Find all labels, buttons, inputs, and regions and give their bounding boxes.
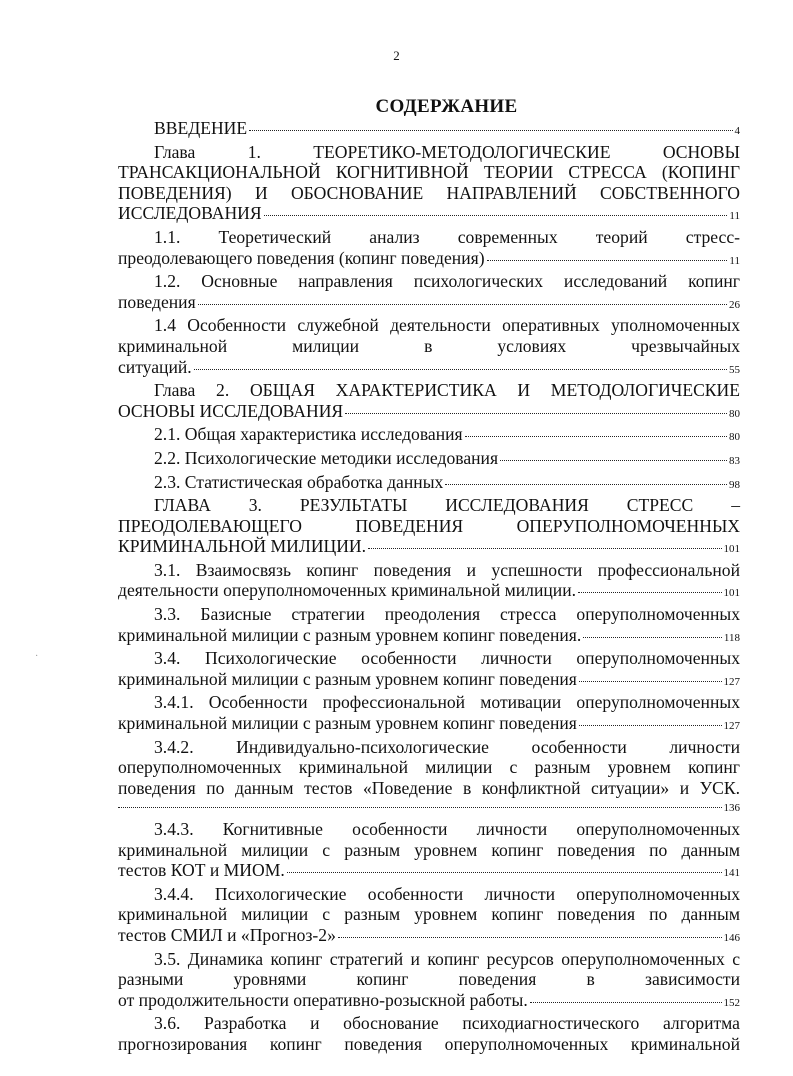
toc-page-number: 118 bbox=[723, 631, 740, 644]
toc-entry-title: криминальной милиции с разным уровнем копинг поведения. bbox=[118, 624, 582, 645]
toc-page-number: 83 bbox=[729, 454, 740, 467]
toc-page-number: 101 bbox=[723, 543, 740, 556]
dot-leader bbox=[579, 725, 722, 726]
toc-entry-title: 2.3. Статистическая обработка данных bbox=[154, 471, 444, 492]
dot-leader bbox=[194, 369, 727, 370]
toc-page-number: 101 bbox=[723, 587, 740, 600]
toc-page-number: 146 bbox=[723, 931, 740, 944]
toc-entry bbox=[118, 1013, 740, 1054]
dot-leader bbox=[338, 937, 722, 938]
dot-leader bbox=[249, 130, 732, 131]
toc-page-number: 80 bbox=[729, 407, 740, 420]
dot-leader bbox=[530, 1002, 722, 1003]
toc-page-number: 11 bbox=[729, 210, 740, 223]
toc-entry-text: 1.1. Теоретический анализ современных теорий стресс- bbox=[154, 226, 740, 247]
table-of-contents bbox=[118, 118, 740, 1055]
toc-entry-title: криминальной милиции с разным уровнем копинг поведения bbox=[118, 668, 577, 689]
toc-entry bbox=[118, 692, 740, 736]
dot-leader bbox=[198, 304, 727, 305]
toc-entry bbox=[118, 495, 740, 560]
toc-entry bbox=[118, 142, 740, 227]
dot-leader bbox=[368, 548, 721, 549]
toc-entry-title: 2.2. Психологические методики исследования bbox=[154, 447, 499, 468]
toc-entry-text: 1.2. Основные направления психологических исследований копинг bbox=[154, 271, 740, 292]
toc-entry bbox=[118, 472, 740, 496]
toc-page-number: 152 bbox=[723, 996, 740, 1009]
dot-leader bbox=[345, 413, 727, 414]
toc-entry bbox=[118, 884, 740, 949]
toc-entry-title: КРИМИНАЛЬНОЙ МИЛИЦИИ. bbox=[118, 536, 367, 557]
toc-entry bbox=[118, 648, 740, 692]
dot-leader bbox=[445, 484, 727, 485]
dot-leader bbox=[465, 436, 727, 437]
toc-entry bbox=[118, 424, 740, 448]
toc-entry-text: ГЛАВА 3. РЕЗУЛЬТАТЫ ИССЛЕДОВАНИЯ СТРЕСС – ПРЕОДОЛЕВАЮЩЕГО ПОВЕДЕНИЯ ОПЕРУПОЛНОМОЧЕННЫХ bbox=[118, 495, 740, 536]
toc-entry-text: 3.4.3. Когнитивные особенности личности оперуполномоченных криминальной милиции с разным уровнем копинг поведения по данным bbox=[118, 819, 740, 860]
toc-entry-text: 3.4. Психологические особенности личности оперуполномоченных bbox=[154, 648, 740, 669]
toc-entry bbox=[118, 560, 740, 604]
toc-entry-text: 3.3. Базисные стратегии преодоления стресса оперуполномоченных bbox=[154, 604, 740, 625]
toc-entry-title: ВВЕДЕНИЕ bbox=[154, 118, 248, 138]
toc-heading: СОДЕРЖАНИЕ bbox=[375, 96, 518, 117]
dot-leader bbox=[500, 460, 727, 461]
toc-entry-title: преодолевающего поведения (копинг поведения) bbox=[118, 247, 485, 268]
toc-entry bbox=[118, 949, 740, 1014]
toc-entry-text: 3.4.2. Индивидуально-психологические особенности личности оперуполномоченных криминальной милиции с разным уровнем копинг поведения по данным тестов «Поведение в конфликтной ситуации» и УСК. bbox=[118, 736, 740, 798]
toc-entry-text: Глава 2. ОБЩАЯ ХАРАКТЕРИСТИКА И МЕТОДОЛОГИЧЕСКИЕ bbox=[154, 380, 740, 401]
toc-entry-title: ОСНОВЫ ИССЛЕДОВАНИЯ bbox=[118, 400, 344, 421]
toc-entry-title: тестов СМИЛ и «Прогноз-2» bbox=[118, 924, 336, 945]
toc-page-number: 98 bbox=[729, 478, 740, 491]
toc-entry bbox=[118, 819, 740, 884]
toc-entry bbox=[118, 118, 740, 142]
dot-leader bbox=[118, 807, 722, 808]
dot-leader bbox=[287, 872, 722, 873]
toc-entry-title: 2.1. Общая характеристика исследования bbox=[154, 424, 463, 445]
toc-entry-text: 3.1. Взаимосвязь копинг поведения и успешности профессиональной bbox=[154, 559, 740, 580]
toc-entry-title: поведения bbox=[118, 291, 196, 312]
toc-entry bbox=[118, 380, 740, 424]
toc-entry-title: ИССЛЕДОВАНИЯ bbox=[118, 203, 262, 224]
toc-entry-text: 3.4.4. Психологические особенности личности оперуполномоченных криминальной милиции с разным уровнем копинг поведения по данным bbox=[118, 883, 740, 925]
toc-entry bbox=[118, 604, 740, 648]
dot-leader bbox=[578, 592, 721, 593]
toc-page-number: 136 bbox=[723, 802, 740, 815]
dot-leader bbox=[579, 681, 722, 682]
toc-entry-text: 3.4.1. Особенности профессиональной мотивации оперуполномоченных bbox=[154, 692, 740, 713]
toc-entry-text: 3.5. Динамика копинг стратегий и копинг ресурсов оперуполномоченных с разными уровнями копинг поведения в зависимости bbox=[118, 948, 740, 990]
toc-entry bbox=[118, 315, 740, 380]
toc-entry bbox=[118, 737, 740, 819]
dot-leader bbox=[487, 260, 728, 261]
dot-leader bbox=[264, 215, 728, 216]
toc-page-number: 127 bbox=[723, 720, 740, 733]
toc-entry-text: 1.4 Особенности служебной деятельности оперативных уполномоченных криминальной милиции в условиях чрезвычайных bbox=[118, 315, 740, 356]
toc-entry bbox=[118, 227, 740, 271]
toc-entry-title: криминальной милиции с разным уровнем копинг поведения bbox=[118, 713, 577, 734]
toc-page-number: 11 bbox=[729, 254, 740, 267]
toc-entry bbox=[118, 448, 740, 472]
toc-page-number: 127 bbox=[723, 675, 740, 688]
toc-page-number: 26 bbox=[729, 298, 740, 311]
toc-page-number: 141 bbox=[723, 867, 740, 880]
toc-page-number: 55 bbox=[729, 363, 740, 376]
toc-page-number: 4 bbox=[734, 125, 740, 137]
dot-leader bbox=[583, 637, 722, 638]
toc-entry-title: тестов КОТ и МИОМ. bbox=[118, 860, 285, 881]
toc-page-number: 80 bbox=[729, 431, 740, 444]
toc-entry-title: от продолжительности оперативно-розыскной работы. bbox=[118, 989, 528, 1010]
toc-entry-text: Глава 1. ТЕОРЕТИКО-МЕТОДОЛОГИЧЕСКИЕ ОСНОВЫ ТРАНСАКЦИОНАЛЬНОЙ КОГНИТИВНОЙ ТЕОРИИ СТРЕССА (КОПИНГ ПОВЕДЕНИЯ) И ОБОСНОВАНИЕ НАПРАВЛЕНИЙ СОБСТВЕННОГО bbox=[118, 141, 740, 203]
toc-entry-text: 3.6. Разработка и обоснование психодиагностического алгоритма прогнозирования копинг поведения оперуполномоченных криминальной bbox=[118, 1013, 740, 1054]
toc-entry bbox=[118, 271, 740, 315]
toc-entry-title: ситуаций. bbox=[118, 356, 192, 377]
margin-mark: · bbox=[35, 651, 39, 662]
toc-entry-title: деятельности оперуполномоченных криминальной милиции. bbox=[118, 580, 577, 601]
page-number: 2 bbox=[393, 48, 400, 63]
